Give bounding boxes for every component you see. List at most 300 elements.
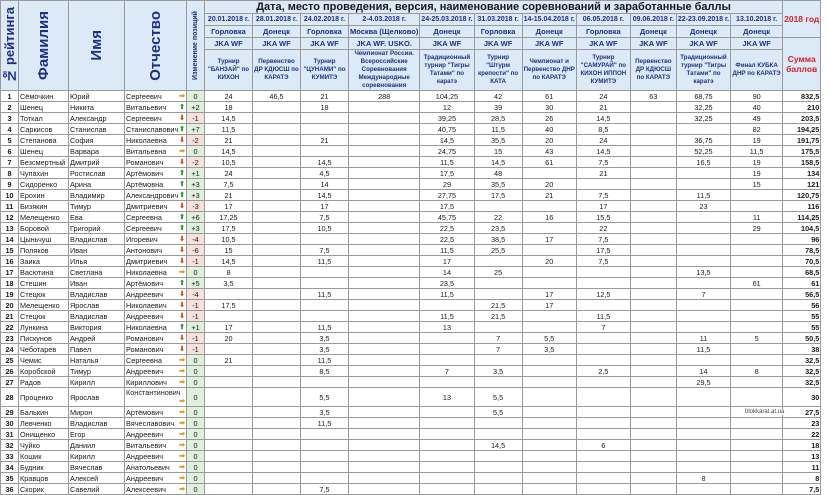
- table-row: [1, 278, 821, 289]
- patronymic-cell: [125, 462, 187, 473]
- score-cell: 32,25: [676, 113, 730, 124]
- total-cell: 121: [783, 179, 821, 190]
- rank-cell: 11: [1, 201, 19, 212]
- rank-cell: 34: [1, 462, 19, 473]
- total-cell: 18: [783, 440, 821, 451]
- event-version: JKA WF: [731, 38, 783, 50]
- score-cell: 104,25: [420, 91, 474, 102]
- score-cell: [474, 355, 522, 366]
- name-cell: Ярослав: [69, 388, 125, 407]
- patronymic-cell: [125, 484, 187, 495]
- score-cell: [349, 146, 420, 157]
- patronymic-text: Сергеевич: [126, 223, 162, 233]
- patronymic-text: Витальевич: [126, 102, 167, 112]
- score-cell: 7: [474, 333, 522, 344]
- patronymic-text: Романович: [126, 333, 164, 343]
- name-cell: Кирилл: [69, 451, 125, 462]
- table-row: [1, 234, 821, 245]
- score-cell: 11,5: [205, 124, 253, 135]
- trend-flat-icon: ➡: [179, 356, 185, 364]
- score-cell: [522, 267, 576, 278]
- rank-cell: 26: [1, 366, 19, 377]
- name-cell: Владимир: [69, 190, 125, 201]
- score-cell: [576, 407, 630, 418]
- score-cell: [253, 113, 301, 124]
- score-cell: 21,5: [474, 300, 522, 311]
- trend-up-icon: ⬆: [179, 103, 185, 111]
- score-cell: 288: [349, 91, 420, 102]
- score-cell: 24: [576, 135, 630, 146]
- score-cell: 24: [205, 91, 253, 102]
- score-cell: [253, 201, 301, 212]
- rating-header: [1, 1, 19, 91]
- score-cell: 40: [522, 124, 576, 135]
- patronymic-text: Артёмович: [126, 168, 163, 178]
- patronymic-text: Андреевич: [126, 429, 164, 439]
- total-cell: 56: [783, 300, 821, 311]
- patronymic-text: Антонович: [126, 245, 163, 255]
- score-cell: [205, 366, 253, 377]
- patronymic-text: Вячеславович: [126, 418, 175, 428]
- score-cell: [676, 278, 730, 289]
- score-cell: 11,5: [676, 344, 730, 355]
- score-cell: 17,5: [205, 300, 253, 311]
- score-cell: [576, 300, 630, 311]
- score-cell: [301, 267, 349, 278]
- score-cell: 7,5: [576, 234, 630, 245]
- score-cell: [522, 355, 576, 366]
- rank-cell: 28: [1, 388, 19, 407]
- score-cell: [676, 407, 730, 418]
- trend-down-icon: ⬇: [179, 290, 185, 298]
- trend-up-icon: ⬆: [179, 180, 185, 188]
- score-cell: [630, 212, 676, 223]
- score-cell: [301, 113, 349, 124]
- patronymic-cell: [125, 102, 187, 113]
- score-cell: 17: [205, 201, 253, 212]
- rank-cell: 13: [1, 223, 19, 234]
- score-cell: [630, 366, 676, 377]
- surname-cell: Безсмертный: [19, 157, 69, 168]
- score-cell: [253, 135, 301, 146]
- patronymic-text: Андреевич: [126, 366, 164, 376]
- total-cell: 22: [783, 429, 821, 440]
- score-cell: [630, 440, 676, 451]
- score-cell: [731, 344, 783, 355]
- rank-cell: 6: [1, 146, 19, 157]
- table-row: [1, 355, 821, 366]
- score-cell: [349, 344, 420, 355]
- table-row: [1, 168, 821, 179]
- surname-cell: Чемис: [19, 355, 69, 366]
- score-cell: [301, 278, 349, 289]
- position-change-cell: +3: [187, 190, 205, 201]
- patronymic-text: Андреевич: [126, 289, 164, 299]
- total-cell: 104,5: [783, 223, 821, 234]
- score-cell: [253, 407, 301, 418]
- name-cell: Алексей: [69, 473, 125, 484]
- total-cell: 38: [783, 344, 821, 355]
- score-cell: [630, 157, 676, 168]
- table-row: [1, 102, 821, 113]
- total-cell: 55: [783, 311, 821, 322]
- patronymic-cell: [125, 124, 187, 135]
- score-cell: [731, 484, 783, 495]
- trend-up-icon: ⬆: [179, 169, 185, 177]
- patronymic-cell: [125, 388, 187, 407]
- position-change-cell: 0: [187, 366, 205, 377]
- rank-cell: 30: [1, 418, 19, 429]
- name-cell: Наталья: [69, 355, 125, 366]
- score-cell: 11,5: [301, 418, 349, 429]
- score-cell: 20: [522, 179, 576, 190]
- score-cell: [630, 146, 676, 157]
- score-cell: [630, 300, 676, 311]
- trend-down-icon: ⬇: [179, 202, 185, 210]
- score-cell: [253, 245, 301, 256]
- score-cell: [630, 168, 676, 179]
- trend-down-icon: ⬇: [179, 312, 185, 320]
- score-cell: 7,5: [301, 245, 349, 256]
- position-change-cell: 0: [187, 462, 205, 473]
- event-date: 31.03.2018 г.: [474, 14, 522, 26]
- name-cell: Ева: [69, 212, 125, 223]
- trend-flat-icon: ➡: [179, 408, 185, 416]
- surname-cell: Мелещенко: [19, 300, 69, 311]
- score-cell: [474, 418, 522, 429]
- score-cell: [349, 124, 420, 135]
- rank-cell: 31: [1, 429, 19, 440]
- position-change-cell: +5: [187, 278, 205, 289]
- name-cell: Иван: [69, 278, 125, 289]
- score-cell: [301, 473, 349, 484]
- score-cell: [630, 113, 676, 124]
- total-cell: 114,25: [783, 212, 821, 223]
- surname-header-label: Фамилия: [35, 11, 52, 80]
- score-cell: 90: [731, 91, 783, 102]
- position-change-cell: 0: [187, 451, 205, 462]
- score-cell: 29,5: [676, 377, 730, 388]
- surname-cell: Кошик: [19, 451, 69, 462]
- rank-cell: 3: [1, 113, 19, 124]
- position-change-header: [187, 1, 205, 91]
- patronymic-text: Романович: [126, 344, 164, 354]
- score-cell: [630, 124, 676, 135]
- rank-cell: 29: [1, 407, 19, 418]
- surname-cell: Заика: [19, 256, 69, 267]
- score-cell: 11,5: [301, 355, 349, 366]
- event-date: 09.06.2018 г.: [630, 14, 676, 26]
- score-cell: [630, 135, 676, 146]
- score-cell: [731, 440, 783, 451]
- event-name: Турнир "ЦУНАМИ" по КУМИТЭ: [301, 50, 349, 91]
- score-cell: 17,5: [420, 201, 474, 212]
- surname-cell: Балькин: [19, 407, 69, 418]
- score-cell: [301, 462, 349, 473]
- score-cell: [522, 278, 576, 289]
- score-cell: 7,5: [205, 179, 253, 190]
- score-cell: 14,5: [420, 135, 474, 146]
- score-cell: [205, 377, 253, 388]
- score-cell: [205, 344, 253, 355]
- patronymic-text: Николаевна: [126, 135, 167, 145]
- score-cell: [205, 473, 253, 484]
- event-date: 20.01.2018 г.: [205, 14, 253, 26]
- score-cell: [576, 451, 630, 462]
- event-version: JKA WF. USKO.: [349, 38, 420, 50]
- position-change-cell: -1: [187, 256, 205, 267]
- position-change-cell: -4: [187, 234, 205, 245]
- score-cell: [630, 344, 676, 355]
- score-cell: 7: [676, 289, 730, 300]
- rank-cell: 9: [1, 179, 19, 190]
- event-city: Горловка: [205, 26, 253, 38]
- name-cell: Ростислав: [69, 168, 125, 179]
- rank-cell: 20: [1, 300, 19, 311]
- score-cell: [731, 462, 783, 473]
- score-cell: 17,5: [420, 168, 474, 179]
- patronymic-cell: [125, 135, 187, 146]
- total-cell: 68,5: [783, 267, 821, 278]
- score-cell: [630, 473, 676, 484]
- score-cell: 29: [420, 179, 474, 190]
- name-cell: Вячеслав: [69, 462, 125, 473]
- position-change-cell: 0: [187, 267, 205, 278]
- rank-cell: 25: [1, 355, 19, 366]
- score-cell: [676, 234, 730, 245]
- surname-cell: Бизякин: [19, 201, 69, 212]
- score-cell: 15: [731, 179, 783, 190]
- rank-cell: 12: [1, 212, 19, 223]
- score-cell: 11,5: [420, 245, 474, 256]
- patronymic-cell: [125, 179, 187, 190]
- trend-up-icon: ⬆: [179, 213, 185, 221]
- patronymic-text: Витальевич: [126, 440, 167, 450]
- score-cell: [253, 440, 301, 451]
- surname-cell: Стецюк: [19, 289, 69, 300]
- score-cell: [731, 256, 783, 267]
- patronymic-cell: [125, 212, 187, 223]
- score-cell: 13,5: [676, 267, 730, 278]
- score-cell: [349, 212, 420, 223]
- total-cell: 27,5: [783, 407, 821, 418]
- score-cell: [349, 322, 420, 333]
- position-change-cell: +1: [187, 322, 205, 333]
- score-cell: [349, 473, 420, 484]
- score-cell: [349, 451, 420, 462]
- total-cell: 32,5: [783, 355, 821, 366]
- patronymic-text: Дмитриевич: [126, 256, 168, 266]
- score-cell: [253, 179, 301, 190]
- patronymic-cell: [125, 245, 187, 256]
- score-cell: [205, 440, 253, 451]
- table-row: [1, 344, 821, 355]
- score-cell: [349, 429, 420, 440]
- score-cell: [205, 407, 253, 418]
- event-version: JKA WF: [522, 38, 576, 50]
- rating-header-label: № рейтинга: [2, 7, 17, 84]
- score-cell: 15: [474, 146, 522, 157]
- event-date: 24-25.03.2018 г.: [420, 14, 474, 26]
- score-cell: 17,5: [474, 190, 522, 201]
- score-cell: [253, 234, 301, 245]
- score-cell: [630, 429, 676, 440]
- score-cell: [253, 223, 301, 234]
- score-cell: 14,5: [474, 157, 522, 168]
- surname-cell: Скорик: [19, 484, 69, 495]
- rank-cell: 33: [1, 451, 19, 462]
- score-cell: 18: [301, 102, 349, 113]
- score-cell: [576, 484, 630, 495]
- name-cell: Григорий: [69, 223, 125, 234]
- trend-up-icon: ⬆: [179, 279, 185, 287]
- surname-cell: Саркисов: [19, 124, 69, 135]
- score-cell: [253, 146, 301, 157]
- patronymic-text: Андреевич: [126, 451, 164, 461]
- patronymic-cell: [125, 267, 187, 278]
- name-cell: Варвара: [69, 146, 125, 157]
- score-cell: 17: [522, 300, 576, 311]
- score-cell: 20: [522, 256, 576, 267]
- patronymic-cell: [125, 91, 187, 102]
- score-cell: [630, 289, 676, 300]
- name-cell: Иван: [69, 245, 125, 256]
- rank-cell: 18: [1, 278, 19, 289]
- score-cell: [301, 429, 349, 440]
- score-cell: [576, 179, 630, 190]
- patronymic-text: Андреевич: [126, 311, 164, 321]
- surname-cell: Стешин: [19, 278, 69, 289]
- total-cell: 32,5: [783, 377, 821, 388]
- patronymic-cell: [125, 429, 187, 440]
- score-cell: [522, 322, 576, 333]
- score-cell: [630, 245, 676, 256]
- score-cell: [205, 388, 253, 407]
- score-cell: 5,5: [522, 333, 576, 344]
- total-cell: 158,5: [783, 157, 821, 168]
- score-cell: [474, 484, 522, 495]
- rank-cell: 21: [1, 311, 19, 322]
- score-cell: 36,75: [676, 135, 730, 146]
- surname-cell: Чупахин: [19, 168, 69, 179]
- name-cell: Станислав: [69, 124, 125, 135]
- score-cell: [474, 289, 522, 300]
- patronymic-text: Николаевна: [126, 267, 167, 277]
- score-cell: [630, 190, 676, 201]
- name-cell: Светлана: [69, 267, 125, 278]
- score-cell: 7,5: [301, 484, 349, 495]
- score-cell: 13: [420, 322, 474, 333]
- score-cell: [522, 388, 576, 407]
- patronymic-cell: [125, 190, 187, 201]
- name-header: [69, 1, 125, 91]
- score-cell: 11,5: [420, 311, 474, 322]
- score-cell: 25: [474, 267, 522, 278]
- patronymic-cell: [125, 322, 187, 333]
- score-cell: [576, 278, 630, 289]
- score-cell: [676, 245, 730, 256]
- position-change-cell: 0: [187, 146, 205, 157]
- name-cell: Ярослав: [69, 300, 125, 311]
- score-cell: 7: [420, 366, 474, 377]
- score-cell: [676, 168, 730, 179]
- score-cell: [420, 484, 474, 495]
- patronymic-cell: [125, 377, 187, 388]
- position-change-cell: 0: [187, 91, 205, 102]
- position-change-cell: -3: [187, 201, 205, 212]
- position-change-cell: -2: [187, 135, 205, 146]
- position-change-cell: 0: [187, 484, 205, 495]
- score-cell: 3,5: [301, 333, 349, 344]
- name-cell: Никита: [69, 102, 125, 113]
- score-cell: [731, 473, 783, 484]
- score-cell: 14,5: [205, 146, 253, 157]
- score-cell: [474, 322, 522, 333]
- trend-up-icon: ⬆: [179, 191, 185, 199]
- rank-cell: 8: [1, 168, 19, 179]
- event-name: Финал КУБКА ДНР по КАРАТЭ: [731, 50, 783, 91]
- score-cell: [253, 377, 301, 388]
- surname-cell: Ерохин: [19, 190, 69, 201]
- total-cell: 120,75: [783, 190, 821, 201]
- score-cell: 46,5: [253, 91, 301, 102]
- total-cell: 7,5: [783, 484, 821, 495]
- score-cell: 39,25: [420, 113, 474, 124]
- total-cell: 11: [783, 462, 821, 473]
- score-cell: 17: [301, 201, 349, 212]
- score-cell: 11,5: [420, 289, 474, 300]
- score-cell: [420, 355, 474, 366]
- trend-flat-icon: ➡: [179, 268, 185, 276]
- score-cell: 14: [301, 179, 349, 190]
- score-cell: [676, 311, 730, 322]
- rank-cell: 2: [1, 102, 19, 113]
- score-cell: [630, 407, 676, 418]
- rank-cell: 4: [1, 124, 19, 135]
- event-date: 22-23.09.2018 г.: [676, 14, 730, 26]
- rank-cell: 24: [1, 344, 19, 355]
- score-cell: 20: [205, 333, 253, 344]
- score-cell: [205, 462, 253, 473]
- patronymic-cell: [125, 146, 187, 157]
- event-version: JKA WF: [630, 38, 676, 50]
- score-cell: 61: [731, 278, 783, 289]
- table-row: [1, 377, 821, 388]
- position-change-cell: -1: [187, 311, 205, 322]
- score-cell: [253, 462, 301, 473]
- score-cell: 24,75: [420, 146, 474, 157]
- score-cell: 24: [576, 91, 630, 102]
- rank-cell: 7: [1, 157, 19, 168]
- score-cell: 7,5: [576, 190, 630, 201]
- score-cell: [205, 451, 253, 462]
- event-city: Донецк: [676, 26, 730, 38]
- trend-flat-icon: ➡: [179, 463, 185, 471]
- surname-cell: Степанова: [19, 135, 69, 146]
- score-cell: [522, 407, 576, 418]
- score-cell: 8,5: [301, 366, 349, 377]
- table-row: [1, 289, 821, 300]
- score-cell: 27,75: [420, 190, 474, 201]
- surname-cell: Мелещенко: [19, 212, 69, 223]
- score-cell: [630, 355, 676, 366]
- score-cell: [420, 429, 474, 440]
- score-cell: [420, 407, 474, 418]
- score-cell: 21: [301, 91, 349, 102]
- name-cell: Владислав: [69, 289, 125, 300]
- name-cell: София: [69, 135, 125, 146]
- score-cell: 11,5: [420, 157, 474, 168]
